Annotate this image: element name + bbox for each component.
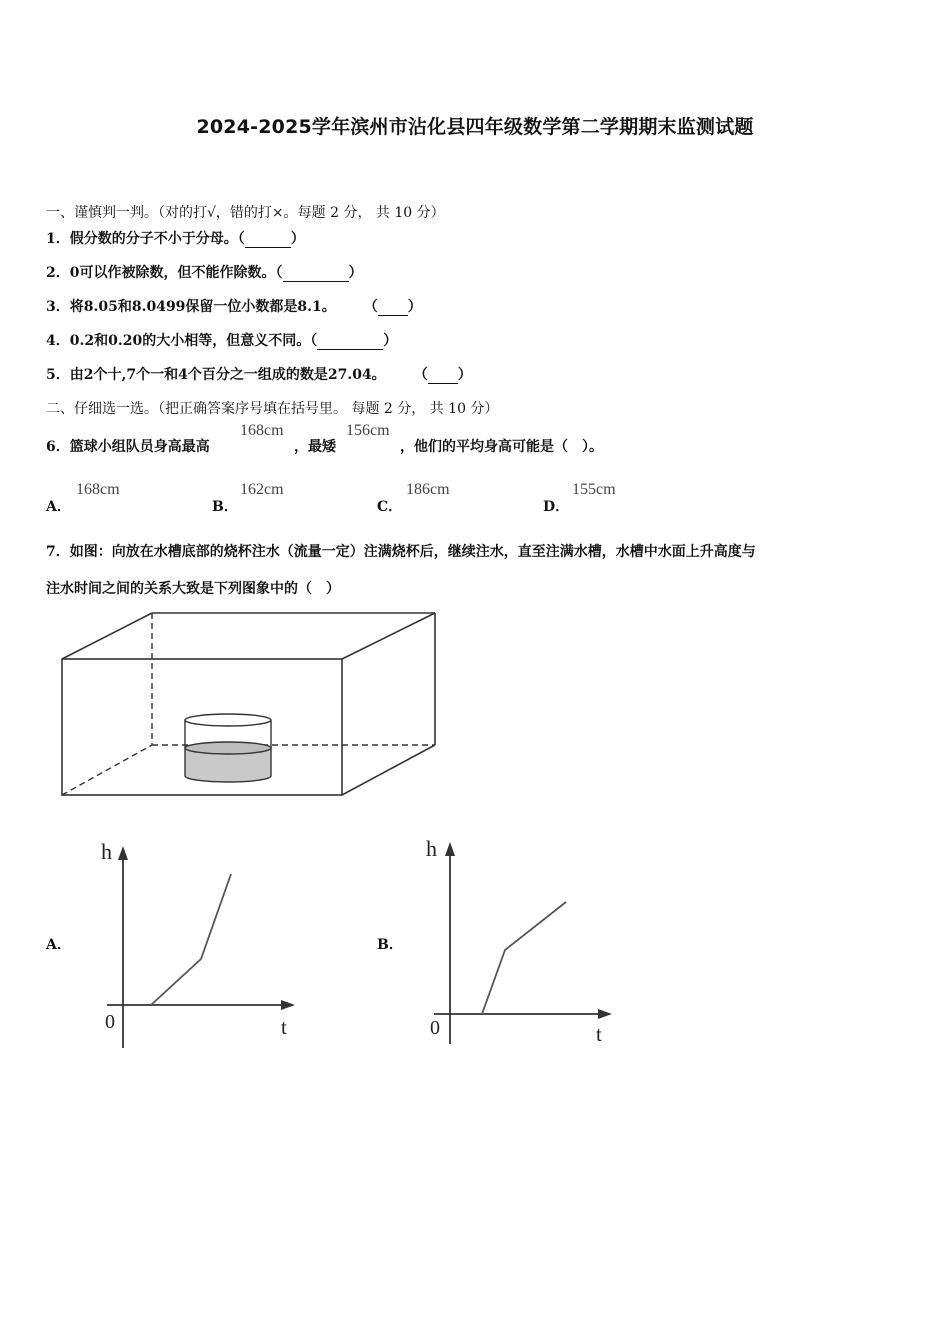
question-7-line1: 7．如图：向放在水槽底部的烧杯注水（流量一定）注满烧杯后，继续注水，直至注满水槽，水槽中水面上升高度与 [46,544,756,560]
option-c-value[interactable]: 186cm [406,481,450,498]
question-number: 5． [46,367,70,383]
page-title: 2024-2025学年滨州市沾化县四年级数学第二学期期末监测试题 [196,116,754,138]
question-number: 2． [46,265,70,281]
water-tank-diagram [46,606,441,802]
question-text: 假分数的分子不小于分母。（ [69,231,245,247]
question-text: 0.2和0.20的大小相等，但意义不同。（ [69,333,318,349]
graph-b[interactable] [420,834,630,1050]
section-2-heading: 二、仔细选一选。（把正确答案序号填在括号里。 每题 2 分， 共 10 分） [46,401,499,417]
y-arrow [118,846,128,860]
graph-b-label[interactable]: B． [377,937,403,953]
question-number: 1． [46,231,70,247]
question-6: 6．篮球小组队员身高最高 [46,439,210,455]
x-axis-label: t [596,1022,602,1046]
answer-blank[interactable] [245,231,291,248]
question-3: 3．将8.05和8.0499保留一位小数都是8.1。 （ ） [46,299,422,315]
graph-b-line [482,902,566,1014]
shortest-height: 156cm [346,422,390,439]
y-axis-label: h [426,836,437,861]
option-d-value[interactable]: 155cm [572,481,616,498]
x-arrow [598,1009,612,1019]
graph-a-label[interactable]: A． [46,937,71,953]
y-axis-label: h [101,839,112,864]
graph-a[interactable] [95,838,305,1054]
option-a-label[interactable]: A． [46,499,71,515]
option-d-label[interactable]: D． [543,499,570,515]
option-c-label[interactable]: C． [377,499,403,515]
x-arrow [281,1000,295,1010]
origin-label: 0 [430,1017,440,1039]
origin-label: 0 [105,1011,115,1033]
question-text: 将8.05和8.0499保留一位小数都是8.1。 [69,299,336,315]
section-1-heading: 一、谨慎判一判。（对的打√，错的打×。每题 2 分， 共 10 分） [46,205,445,221]
question-5: 5．由2个十,7个一和4个百分之一组成的数是27.04。 （ ） [46,367,472,383]
option-b-value[interactable]: 162cm [240,481,284,498]
beaker [185,714,271,782]
question-4: 4．0.2和0.20的大小相等，但意义不同。（ ） [46,333,398,349]
x-axis-label: t [281,1015,287,1039]
question-number: 4． [46,333,70,349]
question-7-line2: 注水时间之间的关系大致是下列图象中的（ ） [46,581,340,597]
question-1: 1．假分数的分子不小于分母。（ ） [46,231,305,247]
question-number: 3． [46,299,70,315]
answer-blank[interactable] [283,265,349,282]
answer-blank[interactable] [378,299,408,316]
y-arrow [445,842,455,856]
option-b-label[interactable]: B． [212,499,238,515]
graph-a-line [151,874,231,1005]
answer-blank[interactable] [428,367,458,384]
question-text: 0可以作被除数，但不能作除数。（ [69,265,283,281]
answer-blank[interactable] [317,333,383,350]
question-2: 2．0可以作被除数，但不能作除数。（ ） [46,265,363,281]
tallest-height: 168cm [240,422,284,439]
option-a-value[interactable]: 168cm [76,481,120,498]
question-text: 由2个十,7个一和4个百分之一组成的数是27.04。 [69,367,386,383]
